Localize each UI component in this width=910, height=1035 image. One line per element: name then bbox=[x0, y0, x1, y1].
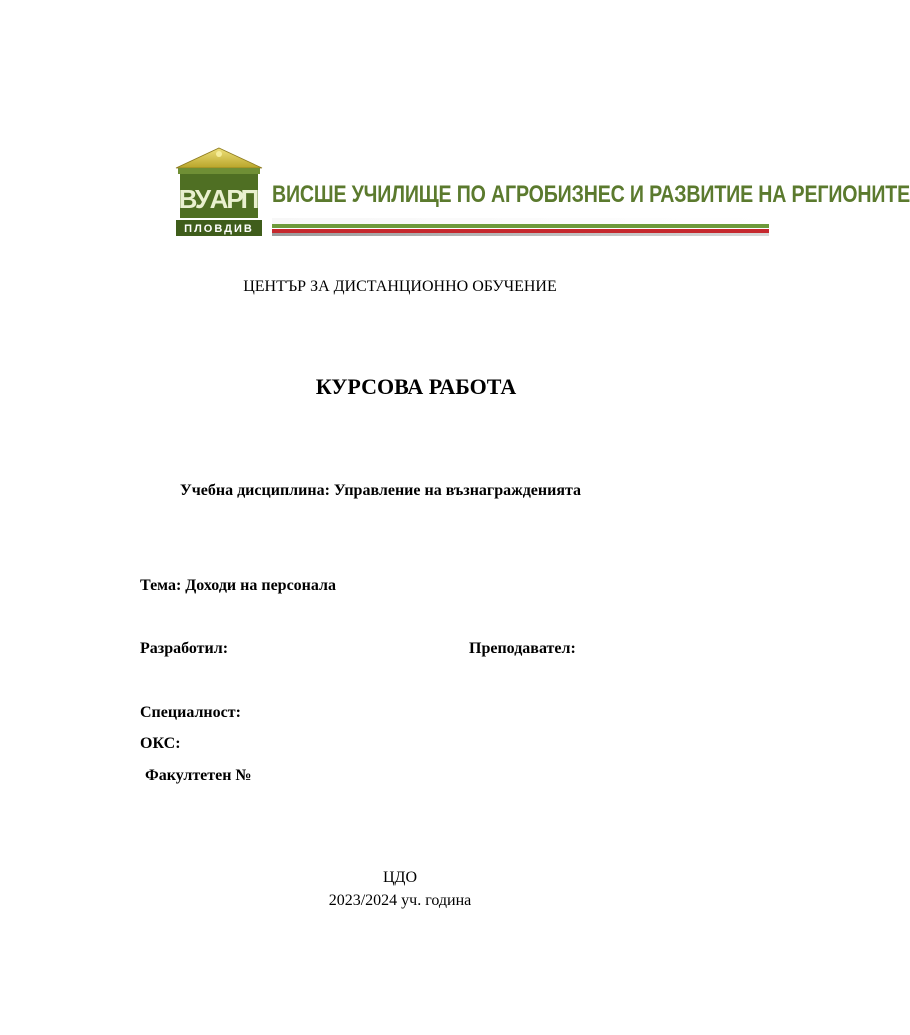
center-title: ЦЕНТЪР ЗА ДИСТАНЦИОННО ОБУЧЕНИЕ bbox=[243, 278, 557, 295]
document-title: КУРСОВА РАБОТА bbox=[315, 374, 517, 399]
author-field: Разработил: bbox=[140, 640, 229, 657]
discipline: Учебна дисциплина: Управление на възнагражденията bbox=[180, 482, 582, 499]
header-stripes bbox=[272, 218, 769, 238]
logo-letter: В bbox=[178, 184, 198, 214]
footer-unit: ЦДО bbox=[382, 869, 418, 886]
degree-field: ОКС: bbox=[140, 735, 181, 752]
topic-field: Тема: Доходи на персонала bbox=[140, 577, 337, 594]
teacher-field: Преподавател: bbox=[469, 640, 576, 657]
university-name: ВИСШЕ УЧИЛИЩЕ ПО АГРОБИЗНЕС И РАЗВИТИЕ НА РЕГИОНИТЕ bbox=[272, 181, 910, 208]
logo-letter: П bbox=[240, 184, 260, 214]
logo-letter: У bbox=[194, 184, 212, 214]
university-logo bbox=[172, 146, 266, 240]
faculty-number-field: Факултетен № bbox=[145, 767, 252, 784]
footer-year: 2023/2024 уч. година bbox=[328, 892, 472, 909]
logo-letter: А bbox=[209, 184, 229, 214]
stripe-shadow bbox=[272, 233, 769, 236]
stripe-green bbox=[272, 224, 769, 228]
logo-letter: Р bbox=[226, 184, 244, 214]
specialty-field: Специалност: bbox=[140, 704, 241, 721]
logo-city: ПЛОВДИВ bbox=[184, 223, 254, 235]
